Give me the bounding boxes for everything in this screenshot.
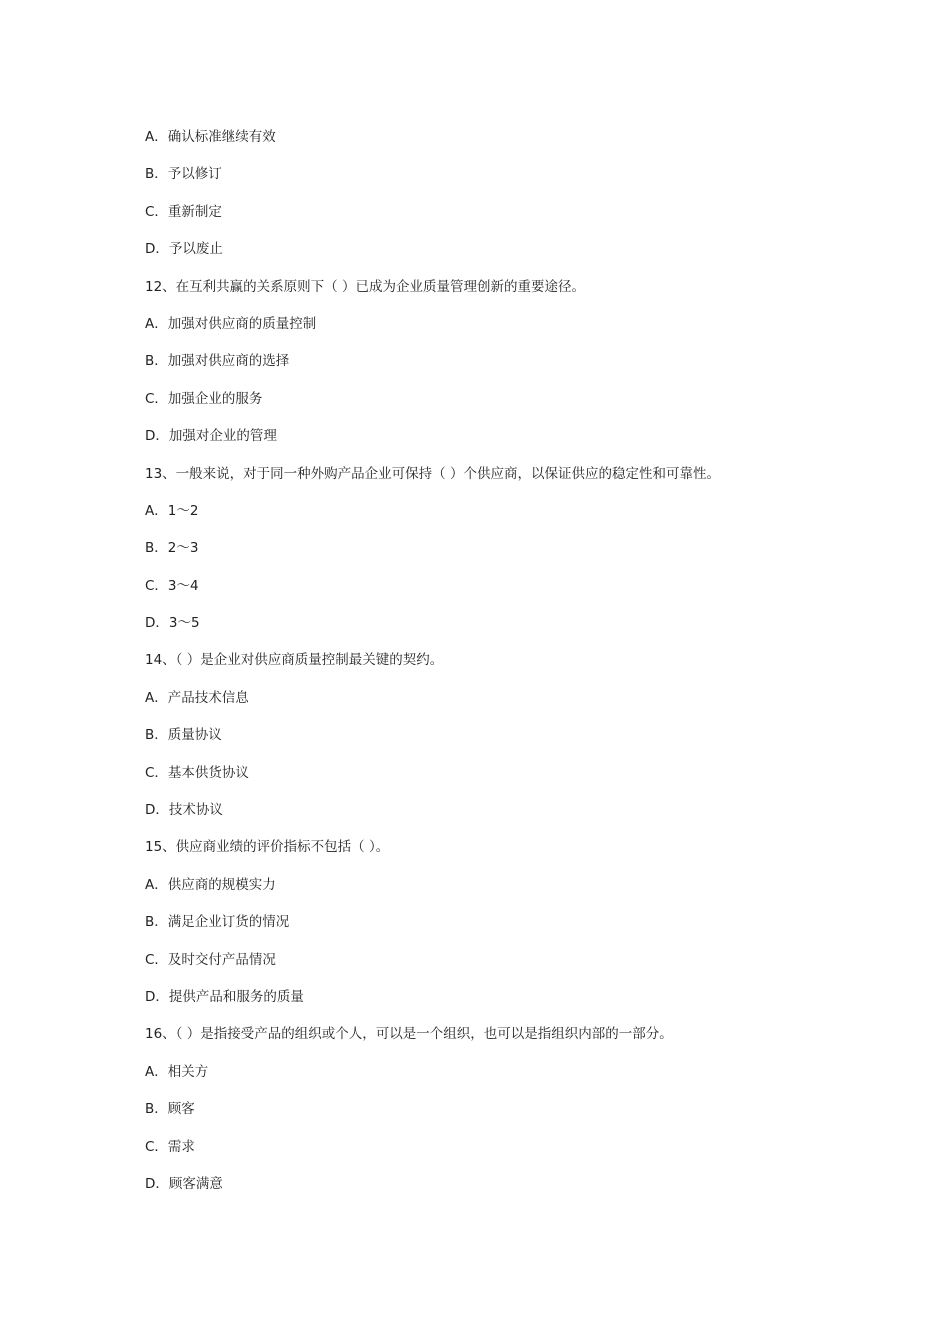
option-line: C．需求	[145, 1138, 195, 1155]
option-line: A．产品技术信息	[145, 689, 249, 706]
option-line: B．加强对供应商的选择	[145, 353, 290, 370]
option-line: C．重新制定	[145, 203, 222, 220]
question-line: 13、一般来说，对于同一种外购产品企业可保持（ ）个供应商，以保证供应的稳定性和可靠性。	[145, 465, 720, 482]
question-list	[145, 127, 905, 1211]
option-line: C．及时交付产品情况	[145, 951, 276, 968]
option-line: D．技术协议	[145, 802, 223, 819]
question-line: 14、（ ）是企业对供应商质量控制最关键的契约。	[145, 652, 444, 669]
option-line: A．1～2	[145, 502, 199, 519]
option-line: D．顾客满意	[145, 1175, 223, 1192]
option-line: C．3～4	[145, 577, 199, 594]
option-line: B．予以修订	[145, 166, 222, 183]
option-line: D．3～5	[145, 615, 200, 632]
option-line: D．予以废止	[145, 241, 223, 258]
option-line: A．相关方	[145, 1063, 209, 1080]
option-line: B．顾客	[145, 1101, 195, 1118]
option-line: D．提供产品和服务的质量	[145, 988, 304, 1005]
option-line: B．质量协议	[145, 727, 222, 744]
question-line: 16、（ ）是指接受产品的组织或个人，可以是一个组织，也可以是指组织内部的一部分。	[145, 1026, 673, 1043]
option-line: A．确认标准继续有效	[145, 129, 276, 145]
option-line: B．满足企业订货的情况	[145, 914, 290, 931]
option-line: D．加强对企业的管理	[145, 428, 277, 445]
question-line: 15、供应商业绩的评价指标不包括（ ）。	[145, 839, 390, 856]
option-line: A．供应商的规模实力	[145, 876, 276, 893]
option-line: B．2～3	[145, 540, 199, 557]
option-line: A．加强对供应商的质量控制	[145, 315, 317, 332]
option-line: C．基本供货协议	[145, 764, 249, 781]
question-line: 12、在互利共赢的关系原则下（ ）已成为企业质量管理创新的重要途径。	[145, 278, 585, 295]
option-line: C．加强企业的服务	[145, 390, 263, 407]
